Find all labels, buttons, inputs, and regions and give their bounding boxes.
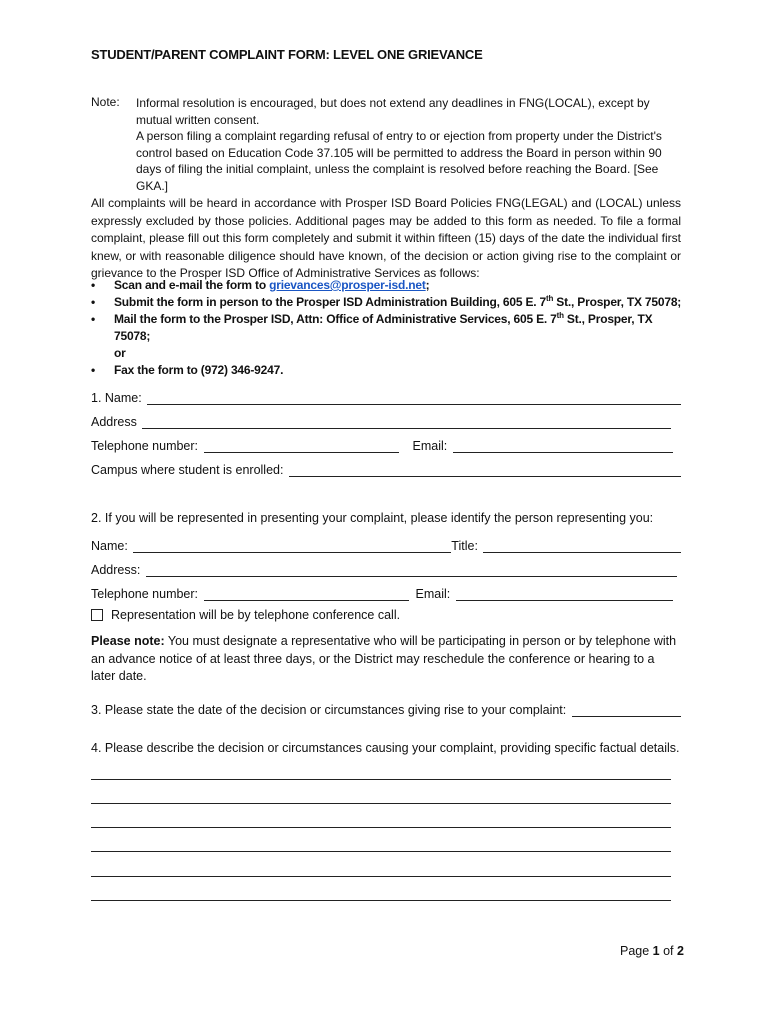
rep-telephone-input-line[interactable]	[204, 587, 409, 601]
please-note-heading: Please note:	[91, 634, 165, 648]
description-line[interactable]	[91, 803, 671, 804]
name-label: 1. Name:	[91, 391, 146, 405]
intro-paragraph	[91, 195, 681, 283]
telephone-email-row	[91, 435, 681, 453]
page-total: 2	[677, 944, 684, 958]
email-label: Email:	[412, 439, 451, 453]
address-field-row	[91, 411, 681, 429]
rep-name-input-line[interactable]	[133, 539, 451, 553]
bullet-mail-or: or	[114, 346, 126, 360]
description-line[interactable]	[91, 827, 671, 828]
bullet-in-person	[91, 294, 691, 311]
name-field-row	[91, 387, 681, 405]
bullet-email-suffix: ;	[425, 278, 430, 292]
rep-email-input-line[interactable]	[456, 587, 673, 601]
rep-address-label: Address:	[91, 563, 144, 577]
rep-telephone-label: Telephone number:	[91, 587, 202, 601]
bullet-mail	[91, 311, 691, 362]
bullet-dot: •	[91, 312, 96, 326]
rep-address-row	[91, 559, 681, 577]
telephone-conference-label: Representation will be by telephone conference call.	[111, 608, 401, 622]
representation-question: 2. If you will be represented in presenting your complaint, please identify the person representing you:	[91, 511, 654, 525]
superscript-th: th	[556, 311, 564, 320]
please-note-paragraph	[91, 633, 681, 686]
rep-email-label: Email:	[415, 587, 454, 601]
page-number	[620, 944, 684, 958]
note-refusal-of-entry: A person filing a complaint regarding refusal of entry to or ejection from property under the District's control based on Education Code 37.105 will be permitted to address the Board in person within 90 days of filing the initial complaint, unless the complaint is resolved before reaching the Board. [See GKA.]	[136, 129, 662, 193]
address-label: Address	[91, 415, 141, 429]
bullet-email	[91, 277, 691, 294]
bullet-in-person-suffix: St., Prosper, TX 75078;	[553, 295, 682, 309]
description-question: 4. Please describe the decision or circumstances causing your complaint, providing specific factual details.	[91, 741, 680, 755]
name-input-line[interactable]	[147, 391, 681, 405]
campus-input-line[interactable]	[289, 463, 681, 477]
address-input-line[interactable]	[142, 415, 671, 429]
bullet-in-person-text: Submit the form in person to the Prosper ISD Administration Building, 605 E. 7	[114, 295, 547, 309]
page-word: Page	[620, 944, 653, 958]
telephone-conference-checkbox[interactable]	[91, 609, 103, 621]
description-line[interactable]	[91, 900, 671, 901]
rep-name-label: Name:	[91, 539, 132, 553]
campus-field-row	[91, 459, 681, 477]
please-note-text: You must designate a representative who will be participating in person or by telephone with an advance notice of at least three days, or the District may reschedule the conference or hearing to a later date.	[91, 634, 677, 683]
telephone-input-line[interactable]	[204, 439, 399, 453]
rep-title-input-line[interactable]	[483, 539, 681, 553]
bullet-fax-text: Fax the form to (972) 346-9247.	[114, 363, 284, 377]
page-current: 1	[652, 944, 660, 958]
telephone-label: Telephone number:	[91, 439, 202, 453]
description-line[interactable]	[91, 779, 671, 780]
description-line[interactable]	[91, 851, 671, 852]
bullet-fax	[91, 362, 691, 379]
intro-text: All complaints will be heard in accordance with Prosper ISD Board Policies FNG(LEGAL) and (LOCAL) unless expressly excluded by those policies. Additional pages may be added to this form as needed. To file a formal complaint, please fill out this form completely and submit it within fifteen (15) days of the date the individual first knew, or with reasonable diligence should have known, of the decision or action giving rise to the complaint or grievance to the Prosper ISD Office of Administrative Services as follows:	[91, 196, 681, 280]
superscript-th: th	[546, 294, 554, 303]
email-input-line[interactable]	[453, 439, 673, 453]
rep-title-label: Title:	[451, 539, 482, 553]
rep-telephone-email-row	[91, 583, 681, 601]
bullet-dot: •	[91, 278, 96, 292]
page-of: of	[659, 944, 677, 958]
rep-address-input-line[interactable]	[146, 563, 677, 577]
note-block	[136, 95, 681, 194]
note-label: Note:	[91, 95, 120, 109]
grievances-email-link[interactable]: grievances@prosper-isd.net	[269, 278, 426, 292]
decision-date-row	[91, 699, 681, 717]
bullet-dot: •	[91, 363, 96, 377]
rep-name-title-row	[91, 535, 681, 553]
form-title: STUDENT/PARENT COMPLAINT FORM: LEVEL ONE GRIEVANCE	[91, 47, 483, 62]
bullet-mail-text: Mail the form to the Prosper ISD, Attn: Office of Administrative Services, 605 E. 7	[114, 312, 557, 326]
decision-date-question: 3. Please state the date of the decision or circumstances giving rise to your complaint:	[91, 703, 570, 717]
bullet-mail-suffix: St., Prosper, TX 75078;	[114, 312, 653, 343]
submission-methods-list	[91, 277, 691, 379]
decision-date-input-line[interactable]	[572, 703, 681, 717]
bullet-dot: •	[91, 295, 96, 309]
telephone-conference-option	[91, 608, 400, 622]
note-informal-resolution: Informal resolution is encouraged, but does not extend any deadlines in FNG(LOCAL), except by mutual written consent.	[136, 96, 650, 127]
description-line[interactable]	[91, 876, 671, 877]
campus-label: Campus where student is enrolled:	[91, 463, 287, 477]
bullet-email-text: Scan and e-mail the form to	[114, 278, 270, 292]
